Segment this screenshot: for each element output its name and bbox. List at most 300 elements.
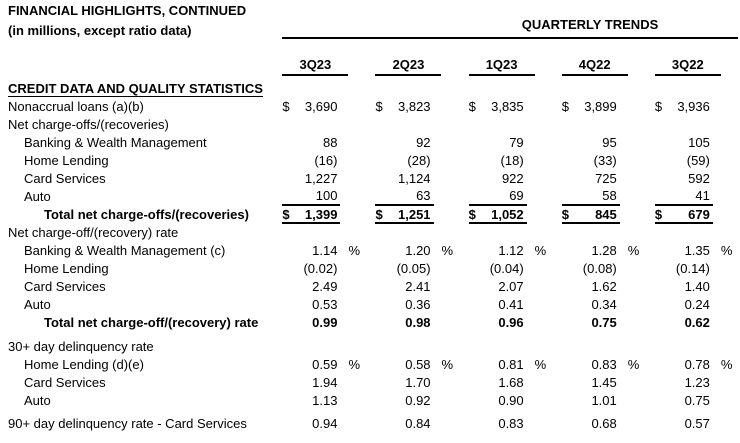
table-row [0, 337, 740, 355]
table-row [0, 133, 740, 151]
percent-sign [527, 151, 562, 169]
table-row [0, 223, 740, 241]
row-label: Total net charge-offs/(recoveries) [44, 206, 249, 222]
percent-sign [340, 187, 375, 205]
percent-sign [527, 115, 562, 133]
row-label: Nonaccrual loans (a)(b) [8, 98, 144, 114]
cell-value: 1.01 [591, 392, 617, 408]
cell-value: 845 [576, 205, 620, 223]
dollar-sign [282, 373, 296, 391]
cell-value: 58 [602, 188, 617, 203]
dollar-sign [469, 277, 483, 295]
cell-value [390, 115, 434, 133]
dollar-sign [562, 259, 576, 277]
dollar-sign [282, 391, 296, 409]
dollar-sign [282, 241, 296, 259]
percent-sign: % [441, 356, 454, 372]
cell-value: 2.07 [498, 278, 524, 294]
dollar-sign: $ [282, 205, 296, 223]
cell-value: 0.62 [684, 314, 710, 330]
cell-value: (0.04) [489, 260, 524, 276]
percent-sign [434, 223, 469, 241]
dollar-sign: $ [468, 98, 476, 114]
cell-value: 0.78 [684, 356, 710, 372]
percent-sign [340, 151, 375, 169]
row-label: Net charge-offs/(recoveries) [8, 116, 169, 132]
percent-sign [713, 169, 740, 187]
dollar-sign [655, 187, 669, 205]
cell-value [296, 337, 340, 355]
dollar-sign [375, 259, 389, 277]
percent-sign [713, 97, 740, 115]
page-subtitle: (in millions, except ratio data) [8, 23, 192, 38]
row-label: Card Services [24, 170, 106, 186]
dollar-sign [562, 313, 576, 331]
cell-value: 1.40 [684, 278, 710, 294]
percent-sign [527, 295, 562, 313]
dollar-sign [562, 133, 576, 151]
percent-sign [340, 414, 375, 432]
cell-value: (16) [314, 152, 338, 168]
dollar-sign [562, 373, 576, 391]
row-label: Card Services [24, 374, 106, 390]
percent-sign: % [441, 242, 454, 258]
financial-table [0, 39, 740, 432]
dollar-sign [562, 391, 576, 409]
percent-sign [527, 187, 562, 205]
percent-sign [340, 277, 375, 295]
table-row [0, 241, 740, 259]
cell-value: 1,227 [304, 170, 338, 186]
table-row [0, 259, 740, 277]
percent-sign: % [534, 242, 547, 258]
cell-value: 1.68 [498, 374, 524, 390]
dollar-sign [655, 391, 669, 409]
percent-sign [713, 205, 740, 223]
table-row [0, 313, 740, 331]
percent-sign [434, 115, 469, 133]
cell-value: (33) [593, 152, 617, 168]
cell-value: 0.96 [498, 314, 524, 330]
cell-value: 0.36 [405, 296, 431, 312]
dollar-sign [562, 223, 576, 241]
cell-value: 1.13 [312, 392, 338, 408]
cell-value: 0.24 [684, 296, 710, 312]
table-row [0, 414, 740, 432]
cell-value: 1.28 [591, 242, 617, 258]
percent-sign [620, 373, 655, 391]
percent-sign [620, 169, 655, 187]
table-row [0, 97, 740, 115]
cell-value [483, 115, 527, 133]
table-row [0, 277, 740, 295]
cell-value: 95 [602, 134, 617, 150]
dollar-sign: $ [654, 98, 663, 114]
row-label: Banking & Wealth Management (c) [24, 242, 226, 258]
dollar-sign [655, 355, 669, 373]
table-row [0, 115, 740, 133]
dollar-sign [282, 169, 296, 187]
row-label: Total net charge-off/(recovery) rate [44, 314, 259, 330]
percent-sign [620, 97, 655, 115]
dollar-sign [655, 313, 669, 331]
cell-value: 3,936 [677, 98, 710, 114]
percent-sign [434, 373, 469, 391]
percent-sign [434, 169, 469, 187]
dollar-sign: $ [375, 205, 389, 223]
percent-sign [527, 391, 562, 409]
cell-value: 0.53 [312, 296, 338, 312]
dollar-sign [469, 187, 483, 205]
cell-value: 0.92 [405, 392, 431, 408]
percent-sign [434, 97, 469, 115]
column-header-spacer [0, 39, 282, 76]
dollar-sign [655, 259, 669, 277]
percent-sign [527, 223, 562, 241]
cell-value [576, 223, 620, 241]
cell-value: 2.49 [312, 278, 338, 294]
cell-value: 0.83 [498, 415, 524, 431]
dollar-sign: $ [375, 98, 383, 114]
percent-sign [340, 97, 375, 115]
dollar-sign [655, 277, 669, 295]
percent-sign [620, 223, 655, 241]
dollar-sign [469, 295, 483, 313]
percent-sign [620, 414, 655, 432]
dollar-sign [469, 373, 483, 391]
dollar-sign [375, 337, 389, 355]
section-title: CREDIT DATA AND QUALITY STATISTICS [8, 81, 263, 96]
cell-value: 0.75 [684, 392, 710, 408]
cell-value: 0.84 [405, 415, 431, 431]
percent-sign [434, 133, 469, 151]
percent-sign [340, 373, 375, 391]
dollar-sign: $ [469, 205, 483, 223]
percent-sign [527, 277, 562, 295]
percent-sign [620, 115, 655, 133]
percent-sign [620, 295, 655, 313]
dollar-sign [469, 259, 483, 277]
percent-sign [713, 295, 740, 313]
cell-value: 0.75 [591, 314, 617, 330]
percent-sign [340, 133, 375, 151]
percent-sign [713, 151, 740, 169]
percent-sign [434, 205, 469, 223]
dollar-sign [375, 187, 389, 205]
dollar-sign [282, 151, 296, 169]
cell-value: 69 [509, 188, 524, 203]
percent-sign [527, 205, 562, 223]
dollar-sign [469, 313, 483, 331]
cell-value: 1.12 [498, 242, 524, 258]
percent-sign [527, 373, 562, 391]
dollar-sign [655, 414, 669, 432]
cell-value: 3,823 [398, 98, 431, 114]
percent-sign [434, 414, 469, 432]
percent-sign [713, 313, 740, 331]
table-row [0, 151, 740, 169]
percent-sign: % [348, 356, 360, 372]
cell-value [483, 337, 527, 355]
row-label: Home Lending [24, 152, 109, 168]
dollar-sign [375, 313, 389, 331]
percent-sign [620, 187, 655, 205]
dollar-sign [655, 169, 669, 187]
percent-sign [620, 337, 655, 355]
row-label: Home Lending (d)(e) [24, 356, 144, 372]
dollar-sign [375, 295, 389, 313]
cell-value [390, 223, 434, 241]
dollar-sign [282, 223, 296, 241]
quarter-column-header: 2Q23 [375, 57, 441, 76]
percent-sign [434, 259, 469, 277]
cell-value: 1,052 [483, 205, 527, 223]
cell-value: 0.58 [405, 356, 431, 372]
cell-value: (0.14) [675, 260, 710, 276]
dollar-sign: $ [282, 98, 290, 114]
dollar-sign [655, 151, 669, 169]
percent-sign [713, 115, 740, 133]
percent-sign [340, 205, 375, 223]
cell-value: 3,690 [304, 98, 338, 114]
table-row [0, 355, 740, 373]
cell-value: 2.41 [405, 278, 431, 294]
dollar-sign [375, 151, 389, 169]
table-row [0, 295, 740, 313]
dollar-sign [282, 414, 296, 432]
dollar-sign [469, 223, 483, 241]
cell-value: (59) [686, 152, 710, 168]
dollar-sign [282, 259, 296, 277]
row-label: Net charge-off/(recovery) rate [8, 224, 179, 240]
row-label: Banking & Wealth Management [24, 134, 207, 150]
percent-sign [713, 391, 740, 409]
cell-value: (0.02) [303, 260, 338, 276]
cell-value: 1.62 [591, 278, 617, 294]
quarter-column-header: 4Q22 [562, 57, 628, 76]
dollar-sign [655, 133, 669, 151]
section-title-row [0, 76, 740, 97]
quarter-column-header: 1Q23 [469, 57, 535, 76]
cell-value: 725 [595, 170, 617, 186]
percent-sign [713, 414, 740, 432]
dollar-sign [375, 115, 389, 133]
percent-sign [340, 295, 375, 313]
cell-value: 0.68 [591, 415, 617, 431]
cell-value: 79 [509, 134, 524, 150]
percent-sign [434, 151, 469, 169]
column-header-row [0, 39, 740, 76]
dollar-sign [282, 277, 296, 295]
percent-sign [527, 133, 562, 151]
percent-sign [527, 313, 562, 331]
percent-sign [340, 169, 375, 187]
percent-sign [620, 151, 655, 169]
row-label: Home Lending [24, 260, 109, 276]
cell-value: 0.98 [405, 314, 431, 330]
percent-sign [713, 259, 740, 277]
cell-value: 0.41 [498, 296, 524, 312]
dollar-sign [655, 223, 669, 241]
table-row [0, 169, 740, 187]
cell-value: 1,124 [398, 170, 431, 186]
percent-sign [340, 337, 375, 355]
percent-sign [340, 313, 375, 331]
cell-value [483, 223, 527, 241]
percent-sign [527, 337, 562, 355]
financial-table-body [0, 97, 740, 432]
dollar-sign: $ [561, 98, 569, 114]
dollar-sign [655, 115, 669, 133]
cell-value: 88 [322, 134, 338, 150]
quarter-column-header: 3Q23 [282, 57, 348, 76]
row-label: 90+ day delinquency rate - Card Services [8, 415, 247, 431]
percent-sign: % [627, 242, 640, 258]
dollar-sign [375, 391, 389, 409]
dollar-sign [282, 115, 296, 133]
cell-value: 3,835 [491, 98, 524, 114]
percent-sign [527, 414, 562, 432]
dollar-sign [655, 295, 669, 313]
cell-value: (0.08) [582, 260, 617, 276]
cell-value [669, 115, 713, 133]
percent-sign [434, 295, 469, 313]
dollar-sign [469, 391, 483, 409]
percent-sign [713, 223, 740, 241]
dollar-sign [469, 151, 483, 169]
cell-value: 41 [695, 188, 710, 203]
percent-sign [434, 337, 469, 355]
cell-value: 1.45 [591, 374, 617, 390]
cell-value: 92 [416, 134, 431, 150]
dollar-sign [375, 223, 389, 241]
percent-sign [340, 391, 375, 409]
dollar-sign [282, 313, 296, 331]
dollar-sign [655, 337, 669, 355]
percent-sign [713, 373, 740, 391]
cell-value [669, 223, 713, 241]
cell-value: 1,251 [390, 205, 434, 223]
cell-value: 0.90 [498, 392, 524, 408]
page-title: FINANCIAL HIGHLIGHTS, CONTINUED [8, 3, 247, 18]
cell-value: (28) [407, 152, 431, 168]
dollar-sign [562, 355, 576, 373]
percent-sign [713, 187, 740, 205]
cell-value: 1.94 [312, 374, 338, 390]
dollar-sign: $ [562, 205, 576, 223]
quarter-column-header: 3Q22 [655, 57, 721, 76]
dollar-sign [375, 241, 389, 259]
cell-value: 3,899 [584, 98, 617, 114]
dollar-sign [562, 241, 576, 259]
dollar-sign [655, 241, 669, 259]
percent-sign [340, 259, 375, 277]
dollar-sign [375, 277, 389, 295]
cell-value: 0.99 [312, 314, 338, 330]
dollar-sign [469, 133, 483, 151]
dollar-sign [469, 355, 483, 373]
percent-sign [527, 169, 562, 187]
row-label: Card Services [24, 278, 106, 294]
dollar-sign [375, 133, 389, 151]
percent-sign [620, 313, 655, 331]
percent-sign [713, 133, 740, 151]
percent-sign [620, 277, 655, 295]
document-header [0, 0, 740, 39]
table-row [0, 187, 740, 205]
cell-value [390, 337, 434, 355]
dollar-sign [562, 414, 576, 432]
percent-sign [620, 133, 655, 151]
row-label: 30+ day delinquency rate [8, 338, 154, 354]
dollar-sign [562, 337, 576, 355]
row-label: Auto [24, 392, 51, 408]
percent-sign [713, 277, 740, 295]
dollar-sign [469, 241, 483, 259]
cell-value: 592 [688, 170, 710, 186]
quarterly-trends-label: QUARTERLY TRENDS [282, 15, 738, 39]
cell-value: (0.05) [396, 260, 431, 276]
dollar-sign [469, 115, 483, 133]
cell-value: 0.59 [312, 356, 338, 372]
cell-value: 0.57 [684, 415, 710, 431]
cell-value: 1,399 [296, 205, 340, 223]
cell-value: 0.81 [498, 356, 524, 372]
dollar-sign [375, 169, 389, 187]
percent-sign: % [348, 242, 360, 258]
dollar-sign [282, 295, 296, 313]
cell-value: 1.35 [684, 242, 710, 258]
table-row [0, 373, 740, 391]
dollar-sign [282, 337, 296, 355]
dollar-sign [562, 169, 576, 187]
cell-value [296, 115, 340, 133]
cell-value: 922 [501, 170, 524, 186]
percent-sign [620, 259, 655, 277]
cell-value: 1.14 [312, 242, 338, 258]
dollar-sign [562, 115, 576, 133]
percent-sign [434, 277, 469, 295]
percent-sign [434, 187, 469, 205]
cell-value: (18) [500, 152, 524, 168]
cell-value: 100 [315, 188, 338, 203]
cell-value: 105 [688, 134, 710, 150]
percent-sign [527, 97, 562, 115]
percent-sign [434, 391, 469, 409]
percent-sign [620, 391, 655, 409]
cell-value: 0.34 [591, 296, 617, 312]
cell-value: 63 [416, 188, 431, 203]
dollar-sign [469, 169, 483, 187]
cell-value: 0.83 [591, 356, 617, 372]
cell-value: 1.70 [405, 374, 431, 390]
cell-value: 679 [669, 205, 713, 223]
dollar-sign [375, 414, 389, 432]
cell-value: 0.94 [312, 415, 338, 431]
cell-value [669, 337, 713, 355]
cell-value [296, 223, 340, 241]
cell-value [576, 115, 620, 133]
row-label: Auto [24, 188, 51, 204]
dollar-sign [655, 373, 669, 391]
dollar-sign: $ [655, 205, 669, 223]
cell-value: 1.20 [405, 242, 431, 258]
percent-sign [620, 205, 655, 223]
dollar-sign [562, 295, 576, 313]
dollar-sign [375, 373, 389, 391]
dollar-sign [469, 414, 483, 432]
percent-sign: % [720, 356, 733, 372]
